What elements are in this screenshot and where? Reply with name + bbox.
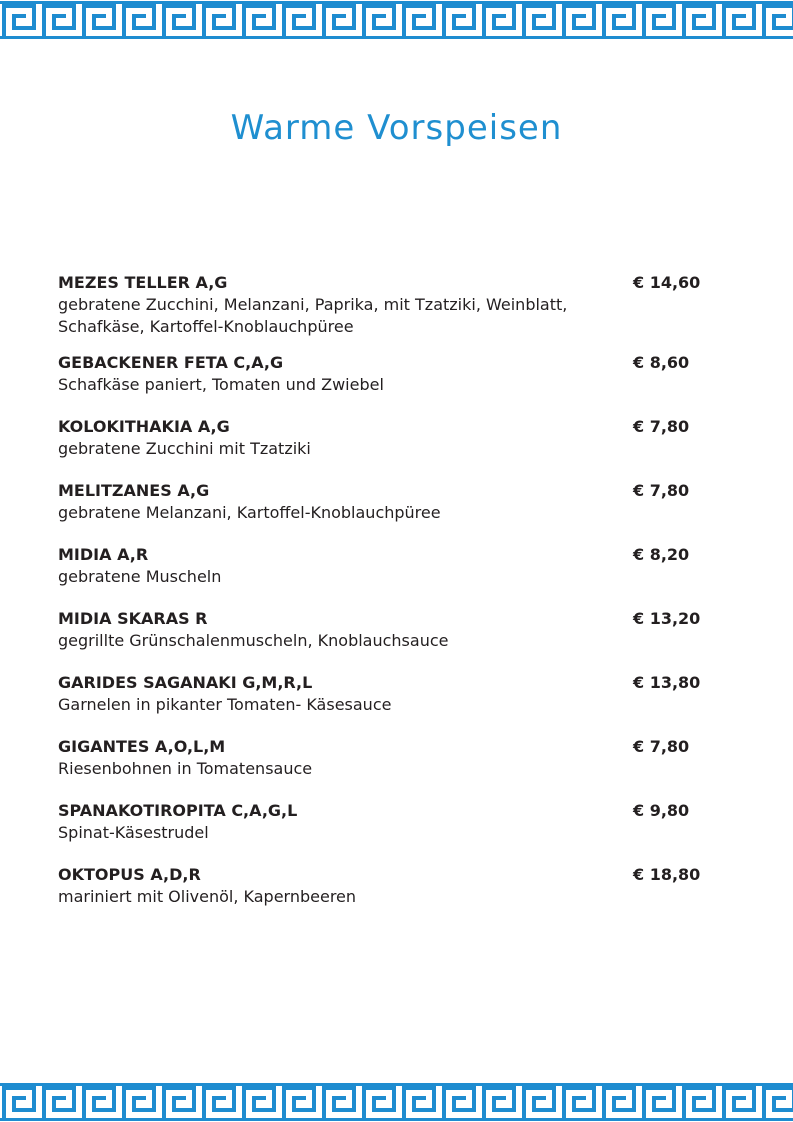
menu-item-description: Riesenbohnen in Tomatensauce [58,759,313,778]
menu-item-name: KOLOKITHAKIA A,G [58,417,230,436]
menu-item-price: € 7,80 [633,481,690,500]
menu-item-price: € 9,80 [633,801,690,820]
greek-key-pattern-bottom [0,1082,793,1122]
menu-item-name: MIDIA A,R [58,545,149,564]
menu-item [58,544,718,608]
menu-item-description: gebratene Melanzani, Kartoffel-Knoblauchpüree [58,503,441,522]
menu-item-price: € 7,80 [633,737,690,756]
greek-key-border-top [0,0,793,40]
menu-item-price: € 13,80 [633,673,701,692]
menu-item-description: gebratene Zucchini, Melanzani, Paprika, mit Tzatziki, Weinblatt, Schafkäse, Kartoffel-Knoblauchpüree [58,295,568,336]
menu-item-price: € 14,60 [633,273,701,292]
greek-key-border-bottom [0,1082,793,1122]
menu-item-description: mariniert mit Olivenöl, Kapernbeeren [58,887,357,906]
page-title: Warme Vorspeisen [230,108,563,148]
menu-item-name: MELITZANES A,G [58,481,210,500]
menu-item-description: Schafkäse paniert, Tomaten und Zwiebel [58,375,384,394]
menu-item-description: Spinat-Käsestrudel [58,823,209,842]
menu-item-name: SPANAKOTIROPITA C,A,G,L [58,801,298,820]
menu-item-price: € 7,80 [633,417,690,436]
menu-item [58,608,718,672]
menu-item-price: € 8,20 [633,545,690,564]
menu-item-price: € 8,60 [633,353,690,372]
menu-item [58,736,718,800]
menu-item-description: gebratene Zucchini mit Tzatziki [58,439,311,458]
menu-item-price: € 18,80 [633,865,701,884]
menu-item-name: GEBACKENER FETA C,A,G [58,353,284,372]
menu-item-name: MIDIA SKARAS R [58,609,208,628]
menu-item [58,416,718,480]
menu-list [58,272,718,928]
menu-item [58,272,718,352]
menu-item-name: GARIDES SAGANAKI G,M,R,L [58,673,313,692]
menu-item-description: Garnelen in pikanter Tomaten- Käsesauce [58,695,392,714]
menu-item-price: € 13,20 [633,609,701,628]
menu-item-name: OKTOPUS A,D,R [58,865,201,884]
greek-key-pattern-top [0,0,793,40]
menu-item [58,672,718,736]
menu-item-description: gebratene Muscheln [58,567,222,586]
menu-item-name: GIGANTES A,O,L,M [58,737,226,756]
menu-item-description: gegrillte Grünschalenmuscheln, Knoblauchsauce [58,631,449,650]
menu-item [58,800,718,864]
menu-item [58,352,718,416]
menu-item [58,480,718,544]
menu-item [58,864,718,928]
menu-item-name: MEZES TELLER A,G [58,273,228,292]
